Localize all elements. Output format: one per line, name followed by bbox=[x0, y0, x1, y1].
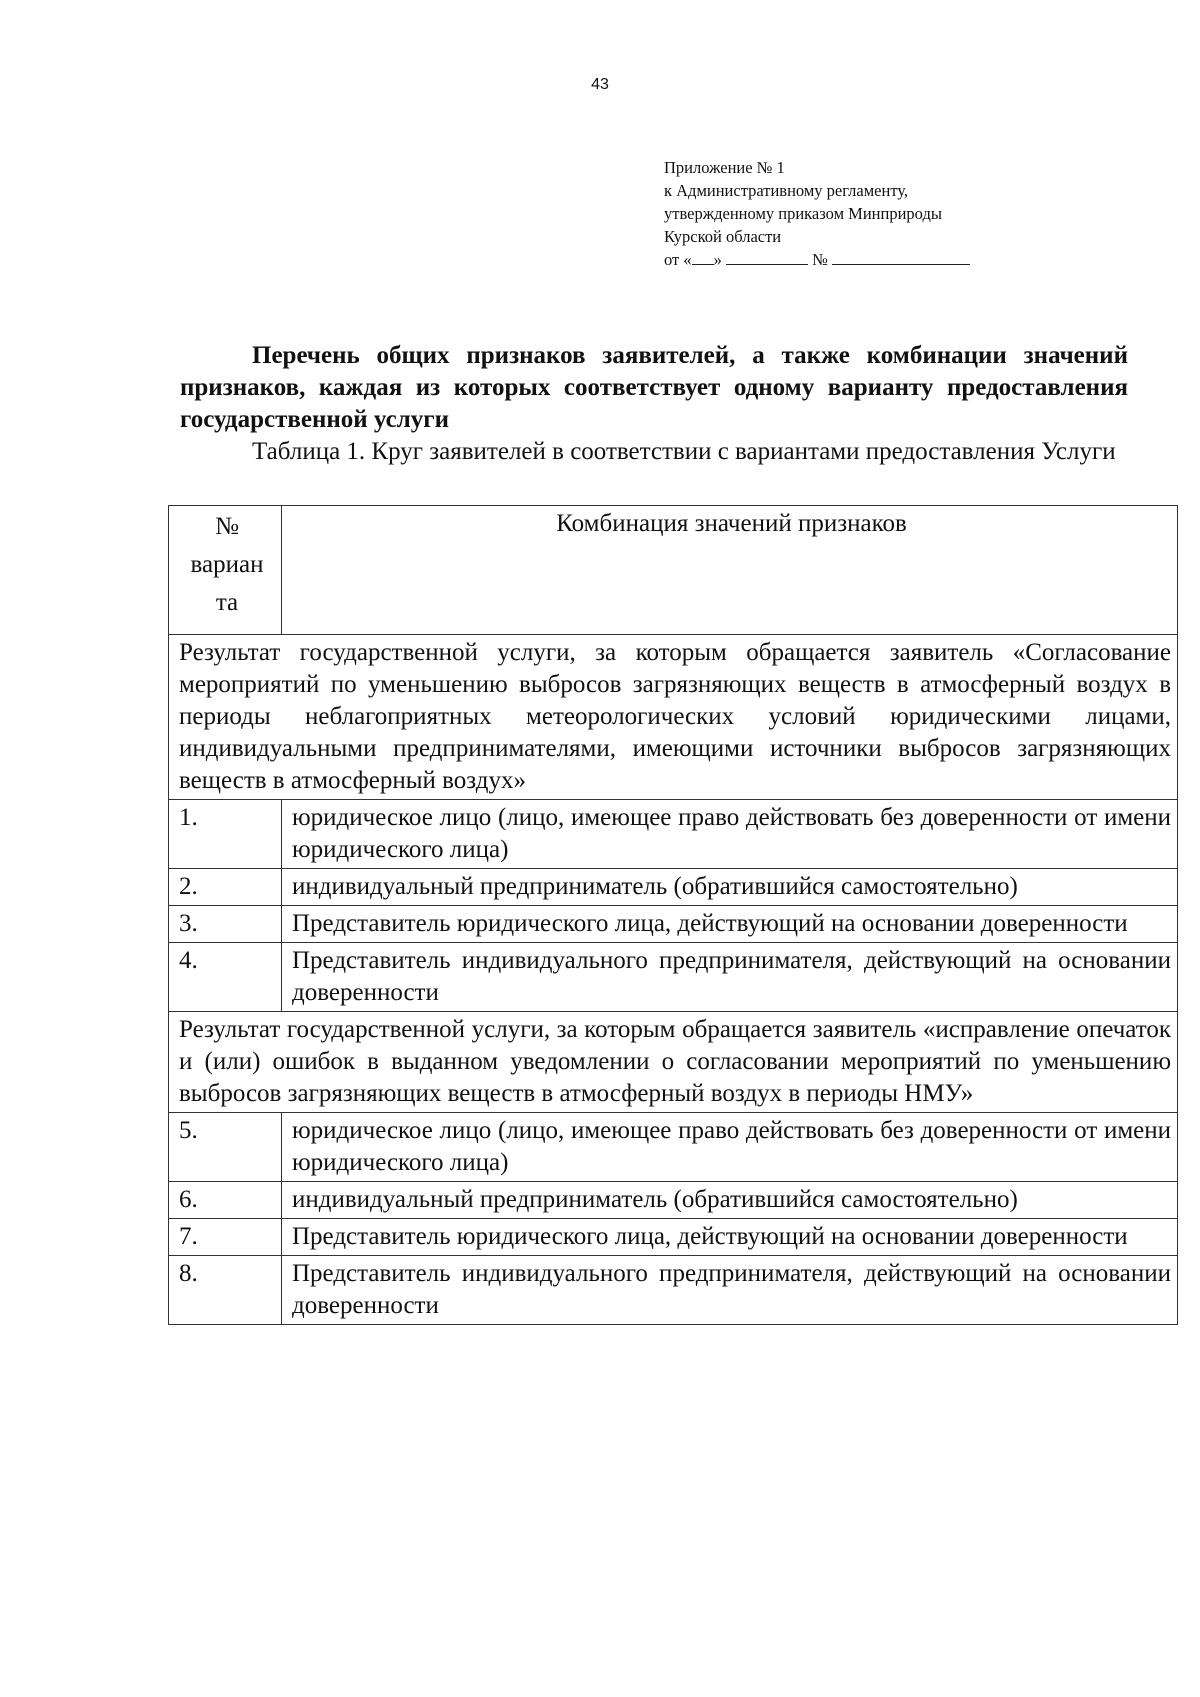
table-row bbox=[169, 869, 1178, 906]
appendix-block bbox=[664, 156, 1024, 271]
table-row bbox=[169, 1182, 1178, 1219]
page-number: 43 bbox=[591, 76, 609, 93]
variant-description: Представитель юридического лица, действующий на основании доверенности bbox=[282, 1219, 1178, 1256]
appendix-line-1: Приложение № 1 bbox=[664, 158, 785, 177]
table-header-row bbox=[169, 506, 1178, 635]
table-row bbox=[169, 943, 1178, 1012]
document-title: Перечень общих признаков заявителей, а также комбинации значений признаков, каждая из которых соответствует одному варианту предоставления государственной услуги bbox=[180, 342, 1128, 433]
section-row bbox=[169, 1012, 1178, 1113]
header-variant-number bbox=[169, 506, 282, 635]
table-row bbox=[169, 800, 1178, 869]
section-row bbox=[169, 635, 1178, 800]
order-number-blank bbox=[832, 248, 970, 265]
variant-number: 2. bbox=[169, 869, 282, 906]
header-combination: Комбинация значений признаков bbox=[282, 506, 1178, 635]
header-num-line-1: № bbox=[215, 513, 239, 540]
variant-number: 6. bbox=[169, 1182, 282, 1219]
variant-description: Представитель индивидуального предпринимателя, действующий на основании доверенности bbox=[282, 1256, 1178, 1325]
table-row bbox=[169, 1219, 1178, 1256]
variant-number: 8. bbox=[169, 1256, 282, 1325]
variant-description: Представитель индивидуального предпринимателя, действующий на основании доверенности bbox=[282, 943, 1178, 1012]
month-year-blank bbox=[726, 248, 808, 265]
date-prefix: от « bbox=[664, 250, 692, 269]
table-row bbox=[169, 1256, 1178, 1325]
variant-description: юридическое лицо (лицо, имеющее право действовать без доверенности от имени юридического лица) bbox=[282, 800, 1178, 869]
applicants-table bbox=[168, 505, 1178, 1325]
section-title: Результат государственной услуги, за которым обращается заявитель «исправление опечаток и (или) ошибок в выданном уведомлении о согласовании мероприятий по уменьшению выбросов загрязняющих веществ в атмосферный воздух в периоды НМУ» bbox=[169, 1012, 1178, 1113]
date-close: » bbox=[713, 250, 722, 269]
appendix-line-4: Курской области bbox=[664, 227, 782, 246]
appendix-line-3: утвержденному приказом Минприроды bbox=[664, 204, 942, 223]
variant-number: 4. bbox=[169, 943, 282, 1012]
variant-number: 3. bbox=[169, 906, 282, 943]
header-num-line-3: та bbox=[215, 589, 239, 616]
table-row bbox=[169, 906, 1178, 943]
variant-description: Представитель юридического лица, действующий на основании доверенности bbox=[282, 906, 1178, 943]
variant-number: 1. bbox=[169, 800, 282, 869]
table-row bbox=[169, 1113, 1178, 1182]
variant-description: юридическое лицо (лицо, имеющее право действовать без доверенности от имени юридического лица) bbox=[282, 1113, 1178, 1182]
variant-number: 7. bbox=[169, 1219, 282, 1256]
variant-description: индивидуальный предприниматель (обратившийся самостоятельно) bbox=[282, 1182, 1178, 1219]
variant-description: индивидуальный предприниматель (обратившийся самостоятельно) bbox=[282, 869, 1178, 906]
day-blank bbox=[692, 248, 714, 265]
table-caption: Таблица 1. Круг заявителей в соответствии с вариантами предоставления Услуги bbox=[252, 438, 1116, 465]
appendix-date-line bbox=[664, 248, 1024, 271]
header-num-line-2: вариан bbox=[190, 551, 264, 578]
variant-number: 5. bbox=[169, 1113, 282, 1182]
number-sign: № bbox=[812, 250, 828, 269]
appendix-line-2: к Административному регламенту, bbox=[664, 181, 909, 200]
section-title: Результат государственной услуги, за которым обращается заявитель «Согласование мероприятий по уменьшению выбросов загрязняющих веществ в атмосферный воздух в периоды неблагоприятных метеорологических условий юридическими лицами, индивидуальными предпринимателями, имеющими источники выбросов загрязняющих веществ в атмосферный воздух» bbox=[169, 635, 1178, 800]
